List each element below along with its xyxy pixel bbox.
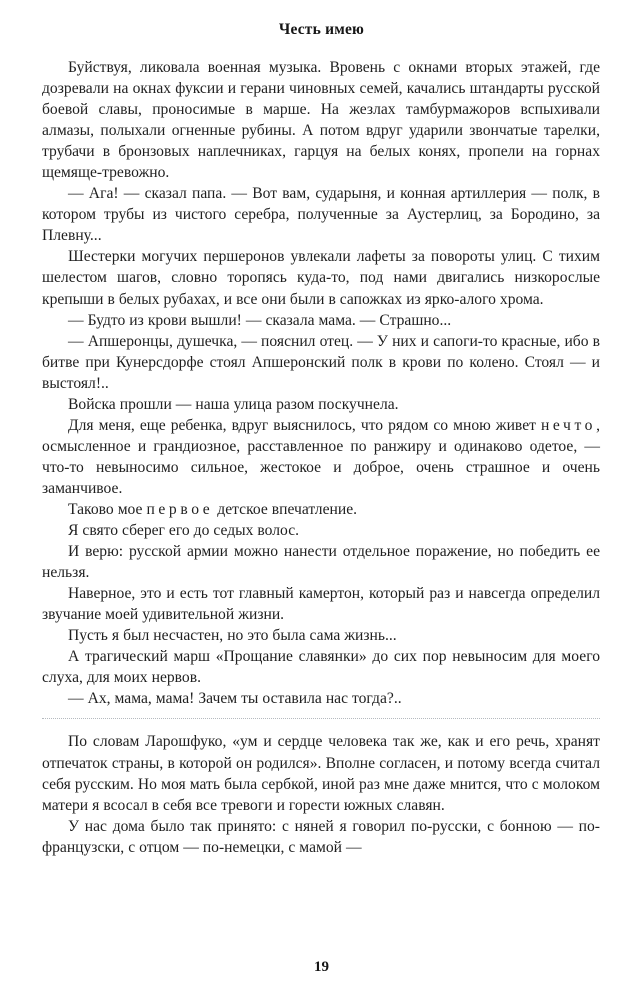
paragraph: Войска прошли — наша улица разом поскучнела. — [68, 395, 399, 413]
section-two — [42, 731, 600, 857]
section-one — [42, 57, 600, 709]
paragraph: — Ах, мама, мама! Зачем ты оставила нас тогда?.. — [68, 690, 402, 708]
paragraph: Таково мое первое детское впечатление. — [68, 500, 358, 518]
page-number: 19 — [314, 959, 329, 975]
paragraph: Наверное, это и есть тот главный камертон, который раз и навсегда определил звучание моей удивительной жизни. — [42, 585, 600, 624]
text-block — [42, 57, 600, 858]
section-divider — [42, 718, 600, 720]
paragraph: Для меня, еще ребенка, вдруг выяснилось, что рядом со мною живет нечто, осмысленное и грандиозное, расставленное по ранжиру и одинаково одетое, — что-то невыносимо сильное, жестокое и доброе, очень страшное и очень заманчивое. — [42, 416, 600, 497]
emphasis-letterspaced: первое — [146, 500, 214, 518]
paragraph: — Ага! — сказал папа. — Вот вам, сударыня, и конная артиллерия — полк, в котором трубы из чистого серебра, полученные за Аустерлиц, за Бородино, за Плевну... — [42, 185, 600, 245]
paragraph: Буйствуя, ликовала военная музыка. Вровень с окнами вторых этажей, где дозревали на окнах фуксии и герани чиновных семей, качались штандарты русской боевой славы, проносимые в марше. На жезлах тамбурмажоров вспыхивали алмазы, полыхали огненные рубины. А потом вдруг ударили звончатые тарелки, трубачи в бронзовых наплечниках, гарцуя на белых конях, пропели на горнах щемяще-тревожно. — [42, 59, 600, 182]
paragraph: — Апшеронцы, душечка, — пояснил отец. — У них и сапоги-то красные, ибо в битве при Кунерсдорфе стоял Апшеронский полк в крови по колено. Стоял — и выстоял!.. — [42, 332, 600, 392]
paragraph: — Будто из крови вышли! — сказала мама. — Страшно... — [68, 311, 452, 329]
paragraph: Пусть я был несчастен, но это была сама жизнь... — [68, 627, 397, 645]
paragraph: Шестерки могучих першеронов увлекали лафеты за повороты улиц. С тихим шелестом шагов, словно торопясь куда-то, под нами двигались низкорослые крепыши в белых рубахах, и все они были в сапожках из ярко-алого хрома. — [42, 248, 600, 308]
paragraph: По словам Ларошфуко, «ум и сердце человека так же, как и его речь, хранят отпечаток страны, в которой он родился». Вполне согласен, и потому всегда считал себя русским. Но моя мать была сербкой, иной раз мне даже мнится, что с молоком матери я всосал в себя все тревоги и горести южных славян. — [42, 733, 600, 814]
paragraph: А трагический марш «Прощание славянки» до сих пор невыносим для моего слуха, для моих нервов. — [42, 648, 600, 687]
running-head: Честь имею — [278, 21, 365, 38]
paragraph: У нас дома было так принято: с няней я говорил по-русски, с бонною — по-французски, с отцом — по-немецки, с мамой — — [42, 817, 600, 856]
paragraph: И верю: русской армии можно нанести отдельное поражение, но победить ее нельзя. — [42, 543, 600, 582]
paragraph: Я свято сберег его до седых волос. — [68, 522, 300, 540]
emphasis-letterspaced: нечто — [540, 416, 597, 434]
